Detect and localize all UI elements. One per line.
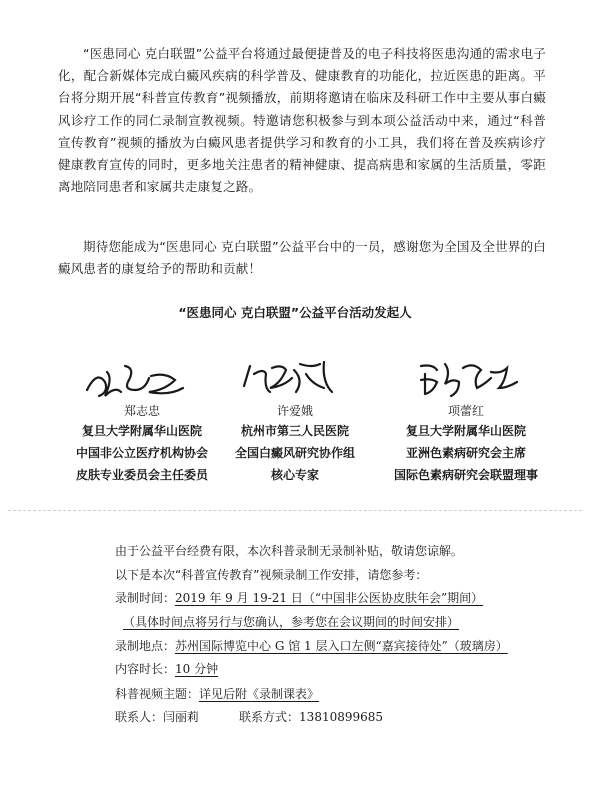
handwritten-signature bbox=[220, 352, 370, 412]
recording-time-note bbox=[123, 612, 459, 632]
initiator-card bbox=[205, 352, 385, 486]
recording-time-note-text: （具体时间点将另行与您确认，参考您在会议期间的时间安排） bbox=[123, 615, 460, 629]
invitation-paragraph: 期待您能成为“医患同心 克白联盟”公益平台中的一员，感谢您为全国及全世界的白癜风患者的康复给予的帮助和贡献！ bbox=[58, 239, 546, 277]
notice-schedule-intro: 以下是本次“科普宣传教育”视频录制工作安排，请您参考： bbox=[115, 568, 428, 582]
handwritten-signature bbox=[391, 352, 541, 412]
section-divider bbox=[8, 510, 582, 511]
initiator-card bbox=[376, 352, 556, 486]
signature-image bbox=[205, 352, 385, 412]
initiator-affiliation: 复旦大学附属华山医院 bbox=[81, 424, 202, 438]
initiator-name: 许爱娥 bbox=[276, 404, 313, 418]
duration-value: 10 分钟 bbox=[175, 662, 219, 676]
handwritten-signature bbox=[67, 352, 217, 412]
topic-row bbox=[115, 684, 319, 704]
initiator-affiliation: 国际色素病研究会联盟理事 bbox=[393, 468, 538, 482]
recording-place-label: 录制地点： bbox=[115, 639, 176, 653]
phone-label: 联系方式： bbox=[239, 710, 300, 724]
initiators-title: “医患同心 克白联盟”公益平台活动发起人 bbox=[178, 305, 412, 320]
initiator-affiliation: 复旦大学附属华山医院 bbox=[405, 424, 526, 438]
intro-paragraph: “医患同心 克白联盟”公益平台将通过最便捷普及的电子科技将医患沟通的需求电子化，配合新媒体完成白癜风疾病的科学普及、健康教育的功能化，拉近医患的距离。平台将分期开展“科普宣传教育”视频播放，前期将邀请在临床及科研工作中主要从事白癜风诊疗工作的同仁录制宣教视频。特邀请您积极参与到本项公益活动中来，通过“科普宣传教育”视频的播放为白癜风患者提供学习和教育的小工具，我们将在普及疾病诊疗健康教育宣传的同时，更多地关注患者的精神健康、提高病患和家属的生活质量，零距离地陪同患者和家属共走康复之路。 bbox=[58, 46, 546, 195]
recording-place-value: 苏州国际博览中心 G 馆 1 层入口左侧“嘉宾接待处”（玻璃房） bbox=[175, 639, 508, 653]
signature-image bbox=[376, 352, 556, 412]
topic-value: 详见后附《录制课表》 bbox=[199, 687, 320, 701]
initiator-affiliation: 亚洲色素病研究会主席 bbox=[405, 446, 526, 460]
initiator-affiliation: 皮肤专业委员会主任委员 bbox=[75, 468, 208, 482]
recording-time-value: 2019 年 9 月 19-21 日（“中国非公医协皮肤年会”期间） bbox=[175, 591, 484, 605]
initiator-affiliation: 杭州市第三人民医院 bbox=[240, 424, 349, 438]
topic-label: 科普视频主题： bbox=[115, 687, 200, 701]
initiator-affiliation: 全国白癜风研究协作组 bbox=[234, 446, 355, 460]
duration-label: 内容时长： bbox=[115, 662, 176, 676]
contact-value: 闫丽莉 bbox=[163, 710, 200, 724]
contact-label: 联系人： bbox=[115, 710, 164, 724]
initiator-affiliation: 中国非公立医疗机构协会 bbox=[75, 446, 208, 460]
initiator-name: 郑志忠 bbox=[123, 404, 160, 418]
initiator-name: 项蕾红 bbox=[447, 404, 484, 418]
recording-time-row bbox=[115, 588, 483, 608]
notice-no-subsidy: 由于公益平台经费有限，本次科普录制无录制补贴，敬请您谅解。 bbox=[115, 544, 464, 558]
contact-row bbox=[115, 707, 383, 727]
phone-value: 13810899685 bbox=[299, 710, 384, 724]
duration-row bbox=[115, 659, 218, 679]
recording-time-label: 录制时间： bbox=[115, 591, 176, 605]
initiator-affiliation: 核心专家 bbox=[270, 468, 319, 482]
recording-place-row bbox=[115, 636, 508, 656]
